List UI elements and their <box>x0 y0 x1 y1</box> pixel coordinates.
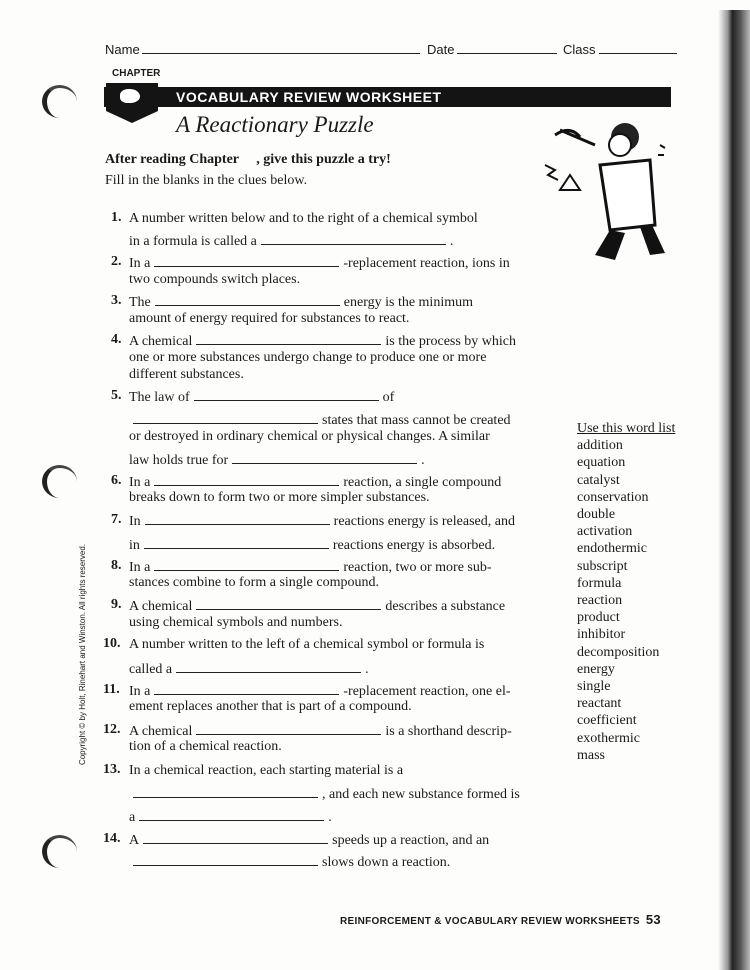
clue-number: 3. <box>111 293 122 308</box>
word-list-item: activation <box>577 524 633 540</box>
page-title: A Reactionary Puzzle <box>176 112 374 137</box>
clue-text: of <box>382 390 395 405</box>
clue-line <box>129 853 450 871</box>
clue-text: The law of <box>129 390 190 405</box>
clue-text: In a chemical reaction, each starting material is a <box>129 763 404 778</box>
clue-text: In a <box>129 256 151 271</box>
clue-text: tion of a chemical reaction. <box>129 739 282 754</box>
answer-blank[interactable] <box>194 388 379 401</box>
clue-number: 4. <box>111 332 122 347</box>
clue-text: A chemical <box>129 334 193 349</box>
chapter-number-blot-icon <box>120 89 140 103</box>
name-field[interactable] <box>105 42 420 57</box>
answer-blank[interactable] <box>232 451 417 464</box>
clue-line <box>129 451 425 469</box>
binder-hole <box>42 465 77 498</box>
scientist-illustration-icon <box>540 115 675 265</box>
answer-blank[interactable] <box>154 682 339 695</box>
clue-text: A <box>129 833 140 848</box>
answer-blank[interactable] <box>154 473 339 486</box>
answer-blank[interactable] <box>196 722 381 735</box>
clue-number: 14. <box>103 831 121 846</box>
clue-line <box>129 366 244 383</box>
clue-line <box>129 388 394 406</box>
clue-number: 1. <box>111 210 122 225</box>
clue-line <box>129 536 495 554</box>
answer-blank[interactable] <box>143 831 328 844</box>
answer-blank[interactable] <box>154 254 339 267</box>
clue-line <box>129 738 282 755</box>
word-list-item: double <box>577 507 616 523</box>
clue-line <box>129 232 453 250</box>
word-list-item: catalyst <box>577 472 620 488</box>
clue-line <box>129 489 430 506</box>
clue-text: reaction, two or more sub- <box>343 560 492 575</box>
answer-blank[interactable] <box>139 808 324 821</box>
clue-text: breaks down to form two or more simpler substances. <box>129 490 430 505</box>
intro-line: After reading Chapter , give this puzzle a try! <box>105 152 391 167</box>
clue-text: speeds up a reaction, and an <box>332 833 490 848</box>
word-list-item: inhibitor <box>577 627 626 643</box>
clue-text: . <box>421 453 425 468</box>
clue-number: 12. <box>103 722 121 737</box>
clue-text: reactions energy is absorbed. <box>332 538 496 553</box>
clue-text: different substances. <box>129 367 244 382</box>
page-number: 53 <box>645 912 661 927</box>
clue-line <box>129 411 511 429</box>
intro-line: Fill in the blanks in the clues below. <box>105 173 308 188</box>
answer-blank[interactable] <box>144 536 329 549</box>
chapter-label: CHAPTER <box>112 68 161 79</box>
word-list-item: reactant <box>577 696 622 712</box>
answer-blank[interactable] <box>196 332 381 345</box>
clue-line <box>129 698 412 715</box>
clue-line <box>129 349 486 366</box>
clue-line <box>129 831 489 849</box>
date-label: Date <box>427 42 455 57</box>
clue-line <box>129 574 379 591</box>
clue-text: in <box>129 538 140 553</box>
clue-text: A chemical <box>129 724 193 739</box>
clue-number: 7. <box>111 512 122 527</box>
scan-edge <box>718 10 750 970</box>
clue-text: in a formula is called a <box>129 234 257 249</box>
clue-text: In <box>129 514 141 529</box>
clue-text: In a <box>129 475 151 490</box>
answer-blank[interactable] <box>155 293 340 306</box>
clue-text: a <box>129 810 136 825</box>
word-list-item: single <box>577 679 611 695</box>
answer-blank[interactable] <box>196 597 381 610</box>
clue-text: called a <box>129 662 173 677</box>
word-list-item: coefficient <box>577 713 637 729</box>
banner-title: VOCABULARY REVIEW WORKSHEET <box>176 89 442 105</box>
clue-text: law holds true for <box>129 453 229 468</box>
clue-number: 9. <box>111 597 122 612</box>
clue-number: 2. <box>111 254 122 269</box>
class-field[interactable] <box>563 42 677 57</box>
clue-line <box>129 271 300 288</box>
clue-text: slows down a reaction. <box>322 855 451 870</box>
clue-text: A number written below and to the right of a chemical symbol <box>129 211 478 226</box>
clue-text: describes a substance <box>385 599 506 614</box>
footer <box>340 912 661 927</box>
word-list-item: endothermic <box>577 541 647 557</box>
date-field[interactable] <box>427 42 557 57</box>
clue-text: A chemical <box>129 599 193 614</box>
answer-blank[interactable] <box>145 512 330 525</box>
clue-text: is a shorthand descrip- <box>385 724 512 739</box>
clue-text: reaction, a single compound <box>343 475 502 490</box>
clue-line <box>129 614 342 631</box>
clue-text: using chemical symbols and numbers. <box>129 615 343 630</box>
clue-text: or destroyed in ordinary chemical or physical changes. A similar <box>129 429 490 444</box>
clue-text: The <box>129 295 151 310</box>
clue-number: 8. <box>111 558 122 573</box>
clue-line <box>129 636 484 653</box>
clue-text: . <box>328 810 332 825</box>
clue-text: reactions energy is released, and <box>333 514 515 529</box>
clue-line <box>129 332 516 350</box>
clue-text: -replacement reaction, ions in <box>343 256 510 271</box>
word-list-item: mass <box>577 747 605 763</box>
clue-text: energy is the minimum <box>343 295 473 310</box>
word-list-item: decomposition <box>577 644 660 660</box>
chapter-tab-arrow <box>106 111 158 123</box>
word-list-item: product <box>577 610 620 626</box>
clue-line <box>129 428 490 445</box>
clue-number: 6. <box>111 473 122 488</box>
footer-text: REINFORCEMENT & VOCABULARY REVIEW WORKSHEETS <box>340 916 640 927</box>
word-list-item: energy <box>577 661 615 677</box>
clue-line <box>129 762 403 779</box>
binder-hole <box>42 85 77 118</box>
word-list-item: addition <box>577 438 623 454</box>
clue-number: 10. <box>103 636 121 651</box>
clue-text: . <box>365 662 369 677</box>
class-label: Class <box>563 42 596 57</box>
clue-line <box>129 512 515 530</box>
clue-line <box>129 254 510 272</box>
clue-line <box>129 293 473 311</box>
clue-text: two compounds switch places. <box>129 272 301 287</box>
binder-hole <box>42 835 77 868</box>
copyright-notice: Copyright © by Holt, Rinehart and Winston. All rights reserved. <box>78 543 88 766</box>
answer-blank[interactable] <box>133 853 318 866</box>
answer-blank[interactable] <box>261 232 446 245</box>
clue-text: A number written to the left of a chemical symbol or formula is <box>129 637 485 652</box>
clue-line <box>129 210 478 227</box>
clue-text: In a <box>129 560 151 575</box>
answer-blank[interactable] <box>176 660 361 673</box>
clue-text: amount of energy required for substances to react. <box>129 311 410 326</box>
word-list-item: conservation <box>577 489 649 505</box>
clue-line <box>129 785 520 803</box>
word-list-heading: Use this word list <box>577 421 676 436</box>
clue-line <box>129 808 332 826</box>
clue-text: ement replaces another that is part of a compound. <box>129 699 412 714</box>
word-list-item: subscript <box>577 558 628 574</box>
clue-text: states that mass cannot be created <box>322 413 511 428</box>
clue-line <box>129 310 409 327</box>
answer-blank[interactable] <box>154 558 339 571</box>
name-label: Name <box>105 42 140 57</box>
clue-number: 11. <box>103 682 120 697</box>
word-list-item: equation <box>577 455 626 471</box>
word-list-item: formula <box>577 575 622 591</box>
clue-text: is the process by which <box>385 334 517 349</box>
clue-line <box>129 660 369 678</box>
word-list-item: reaction <box>577 593 623 609</box>
clue-text: , and each new substance formed is <box>322 787 520 802</box>
clue-text: . <box>449 234 454 249</box>
clue-text: In a <box>129 684 151 699</box>
clue-line <box>129 597 505 615</box>
word-list-item: exothermic <box>577 730 640 746</box>
clue-text: stances combine to form a single compound. <box>129 575 379 590</box>
answer-blank[interactable] <box>133 785 318 798</box>
clue-text: one or more substances undergo change to produce one or more <box>129 350 487 365</box>
word-list <box>577 420 675 764</box>
clue-number: 13. <box>103 762 121 777</box>
clue-number: 5. <box>111 388 122 403</box>
answer-blank[interactable] <box>133 411 318 424</box>
clue-text: -replacement reaction, one el- <box>343 684 511 699</box>
